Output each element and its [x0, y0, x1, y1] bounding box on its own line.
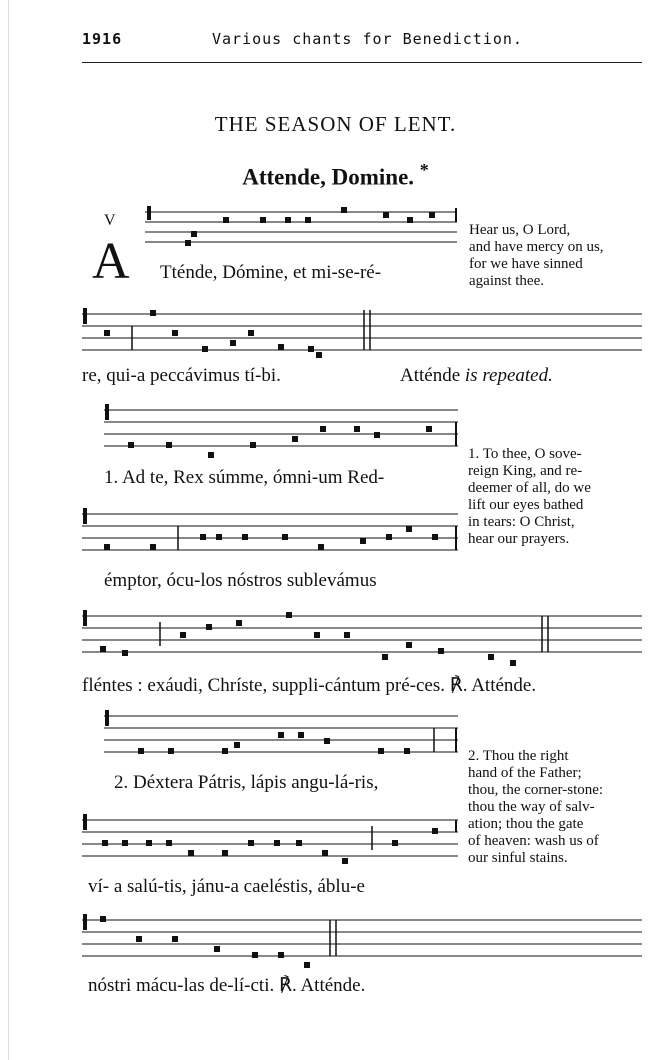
lyric-line-3: 1. Ad te, Rex súmme, ómni-um Red- [104, 467, 385, 488]
translation-line: thou the way of salv- [468, 799, 595, 815]
chant-title [0, 160, 671, 191]
header-rule [82, 62, 642, 63]
repeat-word: Atténde [400, 365, 461, 386]
lyric-line-6: 2. Déxtera Pátris, lápis angu-lá-ris, [114, 772, 379, 793]
page-number: 1916 [82, 30, 123, 48]
lyric-line-2: re, qui-a peccávimus tí-bi. [82, 365, 281, 386]
lyric-line-4: émptor, ócu-los nóstros sublevámus [104, 570, 377, 591]
chant-staff-3 [104, 402, 460, 460]
chant-staff-6 [104, 708, 460, 766]
translation-line: ation; thou the gate [468, 816, 584, 832]
page-edge-line [8, 0, 9, 1060]
chant-staff-5 [82, 608, 644, 672]
translation-line: against thee. [469, 273, 544, 289]
translation-line: thou, the corner-stone: [468, 782, 604, 798]
translation-line: hear our prayers. [468, 531, 570, 547]
chant-staff-8 [82, 912, 644, 974]
chant-title-text: Attende, Domine. [242, 164, 415, 190]
repeat-note: is repeated. [464, 365, 553, 386]
translation-line: hand of the Father; [468, 765, 582, 781]
translation-line: 1. To thee, O sove- [468, 446, 582, 462]
translation-line: in tears: O Christ, [468, 514, 575, 530]
chant-staff-4 [82, 506, 460, 556]
chant-staff-7 [82, 812, 460, 868]
lyric-line-5: fléntes : exáudi, Chríste, suppli-cántum pré-ces. ℟. Atténde. [82, 675, 537, 696]
chant-staff-1 [145, 200, 460, 252]
running-title: Various chants for Benediction. [212, 30, 523, 48]
translation-line: lift our eyes bathed [468, 497, 584, 513]
translation-line: reign King, and re- [468, 463, 583, 479]
translation-block-1 [468, 446, 643, 548]
lyric-line-7: ví- a salú-tis, jánu-a caeléstis, áblu-e [88, 876, 365, 897]
translation-block-0 [469, 222, 643, 290]
translation-line: for we have sinned [469, 256, 583, 272]
running-header [82, 30, 642, 54]
lyric-line-1: Tténde, Dómine, et mi-se-ré- [160, 262, 382, 283]
chant-staff-2 [82, 306, 644, 362]
section-title: THE SEASON OF LENT. [214, 112, 457, 136]
lyric-line-8: nóstri mácu-las de-lí-cti. ℟. Atténde. [88, 975, 366, 996]
translation-line: Hear us, O Lord, [469, 222, 571, 238]
initial-letter: A [92, 233, 130, 290]
translation-line: deemer of all, do we [468, 480, 591, 496]
translation-line: our sinful stains. [468, 850, 568, 866]
translation-line: of heaven: wash us of [468, 833, 599, 849]
repeat-instruction [400, 365, 553, 387]
footnote-mark: * [419, 160, 429, 180]
verse-mark: V [104, 212, 116, 229]
translation-block-2 [468, 748, 643, 867]
translation-line: 2. Thou the right [468, 748, 569, 764]
translation-line: and have mercy on us, [469, 239, 604, 255]
